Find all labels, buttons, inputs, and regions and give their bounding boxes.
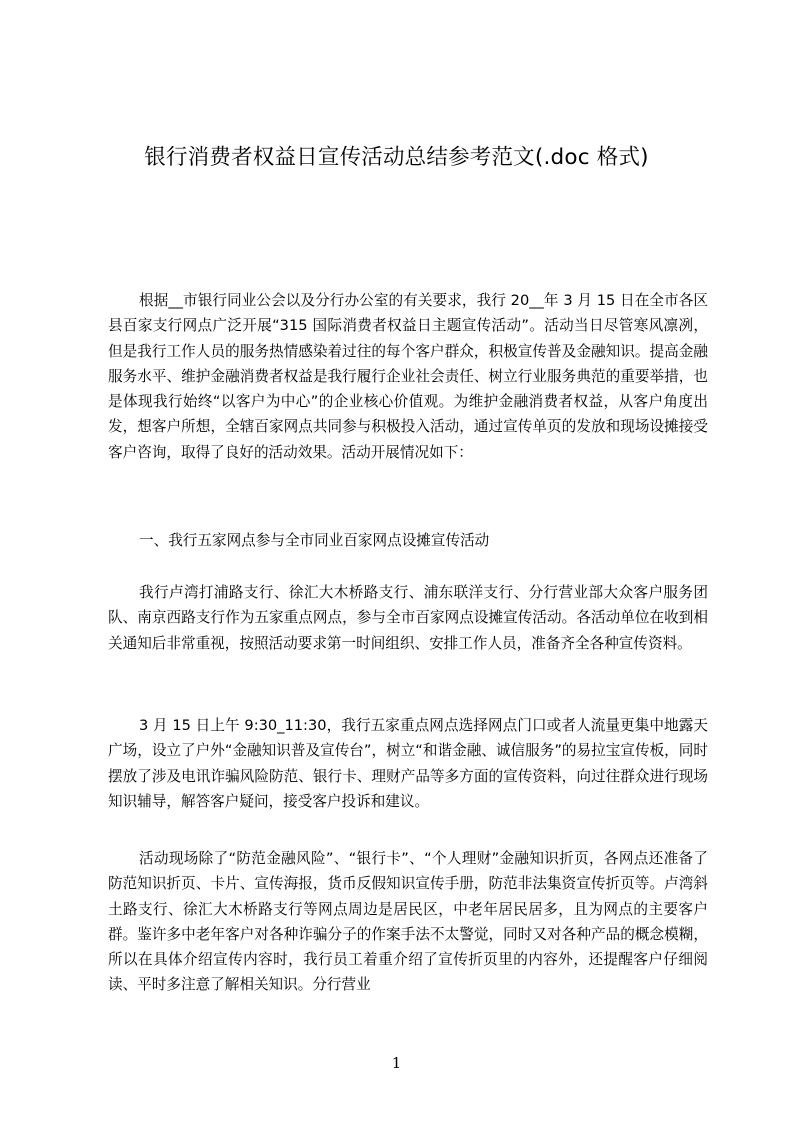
body-paragraph-4: 活动现场除了“防范金融风险”、“银行卡”、“个人理财”金融知识折页，各网点还准备了防范知识折页、卡片、宣传海报，货币反假知识宣传手册，防范非法集资宣传折页等。卢湾斜土路支行、徐汇大木桥路支行等网点周边是居民区，中老年居民居多，且为网点的主要客户群。鉴许多中老年客户对各种诈骗分子的作案手法不太警觉，同时又对各种产品的概念模糊，所以在具体介绍宣传内容时，我行员工着重介绍了宣传折页里的内容外，还提醒客户仔细阅读、平时多注意了解相关知识。分行营业 [108,850,708,994]
page-number: 1 [391,1054,402,1072]
document-title: 银行消费者权益日宣传活动总结参考范文(.doc 格式) [144,145,649,170]
section-heading: 一、我行五家网点参与全市同业百家网点设摊宣传活动 [139,532,490,549]
body-paragraph-2: 我行卢湾打浦路支行、徐汇大木桥路支行、浦东联洋支行、分行营业部大众客户服务团队、南京西路支行作为五家重点网点，参与全市百家网点设摊宣传活动。各活动单位在收到相关通知后非常重视，按照活动要求第一时间组织、安排工作人员，准备齐全各种宣传资料。 [108,584,708,652]
intro-paragraph: 根据__市银行同业公会以及分行办公室的有关要求，我行 20__年 3 月 15 日在全市各区县百家支行网点广泛开展“315 国际消费者权益日主题宣传活动”。活动当日尽管寒风凛冽，但是我行工作人员的服务热情感染着过往的每个客户群众，积极宣传普及金融知识。提高金融服务水平、维护金融消费者权益是我行履行企业社会责任、树立行业服务典范的重要举措，也是体现我行始终“以客户为中心”的企业核心价值观。为维护金融消费者权益，从客户角度出发，想客户所想，全辖百家网点共同参与积极投入活动，通过宣传单页的发放和现场设摊接受客户咨询，取得了良好的活动效果。活动开展情况如下： [108,292,708,461]
body-paragraph-3: 3 月 15 日上午 9:30_11:30，我行五家重点网点选择网点门口或者人流量更集中地露天广场，设立了户外“金融知识普及宣传台”，树立“和谐金融、诚信服务”的易拉宝宣传板，同时摆放了涉及电讯诈骗风险防范、银行卡、理财产品等多方面的宣传资料，向过往群众进行现场知识辅导，解答客户疑问，接受客户投诉和建议。 [108,717,708,810]
